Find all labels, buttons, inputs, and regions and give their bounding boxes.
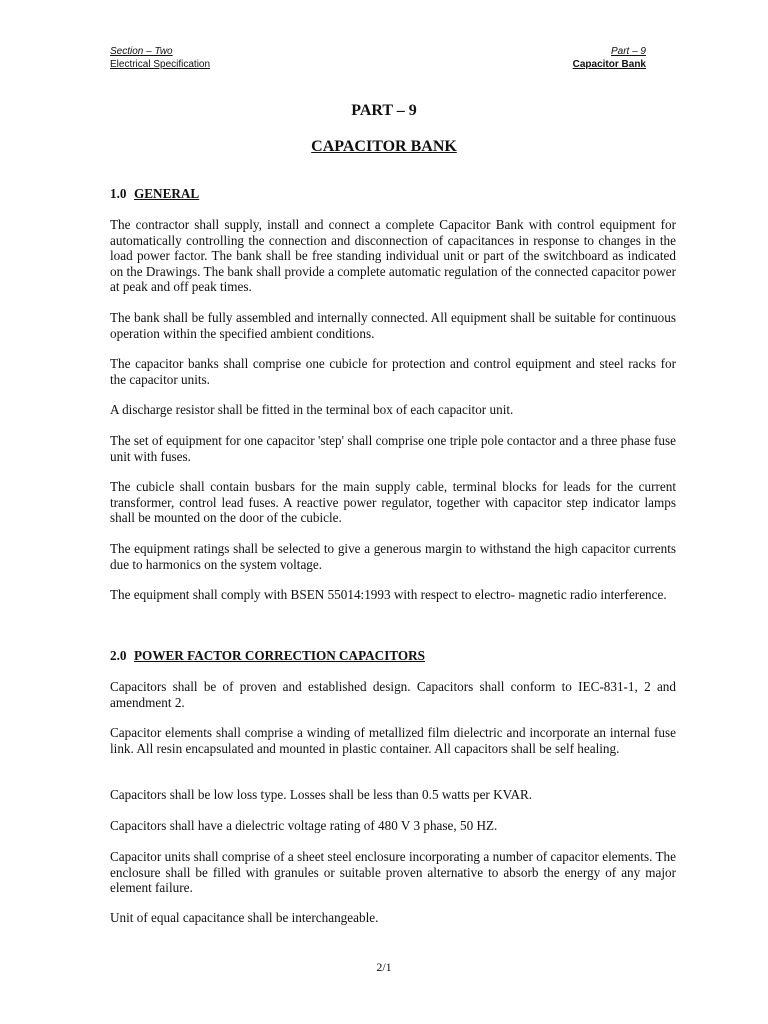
paragraph xyxy=(110,725,676,756)
paragraph xyxy=(110,541,676,572)
paragraph-text: Capacitor units shall comprise of a sheet steel enclosure incorporating a number of capacitor elements. The enclosure shall be filled with granules or suitable proven alternative to absorb the energy of any major element failure. xyxy=(110,849,676,896)
paragraph xyxy=(110,402,676,418)
paragraph-text: The contractor shall supply, install and connect a complete Capacitor Bank with control equipment for automatically controlling the connection and disconnection of capacitances in response to changes in the load power factor. The bank shall be free standing individual unit or part of the switchboard as indicated on the Drawings. The bank shall provide a complete automatic regulation of the connected capacitor power at peak and off peak times. xyxy=(110,217,676,295)
paragraph-text: Capacitor elements shall comprise a winding of metallized film dielectric and incorporate an internal fuse link. All resin encapsulated and mounted in plastic container. All capacitors shall be self healing. xyxy=(110,725,676,756)
paragraph-text: Unit of equal capacitance shall be interchangeable. xyxy=(110,910,379,925)
paragraph xyxy=(110,787,676,803)
paragraph xyxy=(110,818,676,834)
paragraph-text: The equipment shall comply with BSEN 55014:1993 with respect to electro- magnetic radio interference. xyxy=(110,587,667,602)
page-header-right xyxy=(573,45,646,71)
section-number: 1.0 xyxy=(110,186,127,201)
header-section-label: Section – Two xyxy=(110,46,173,57)
paragraph xyxy=(110,910,676,926)
section-general xyxy=(110,186,676,202)
paragraph xyxy=(110,587,676,603)
section-heading-text: GENERAL xyxy=(134,186,200,201)
paragraph-text: The capacitor banks shall comprise one cubicle for protection and control equipment and steel racks for the capacitor units. xyxy=(110,356,676,387)
page-header-left xyxy=(110,45,210,71)
paragraph-text: Capacitors shall be low loss type. Losses shall be less than 0.5 watts per KVAR. xyxy=(110,787,533,802)
paragraph-text: The set of equipment for one capacitor 'step' shall comprise one triple pole contactor and a three phase fuse unit with fuses. xyxy=(110,433,676,464)
section-heading-text: POWER FACTOR CORRECTION CAPACITORS xyxy=(134,648,426,663)
section-heading xyxy=(110,648,676,664)
paragraph xyxy=(110,356,676,387)
paragraph-text: The bank shall be fully assembled and internally connected. All equipment shall be suitable for continuous operation within the specified ambient conditions. xyxy=(110,310,676,341)
page-number: 2/1 xyxy=(376,960,392,974)
section-heading xyxy=(110,186,676,202)
section-power-factor-capacitors xyxy=(110,648,676,664)
paragraph-text: The equipment ratings shall be selected to give a generous margin to withstand the high capacitor currents due to harmonics on the system voltage. xyxy=(110,541,676,572)
paragraph xyxy=(110,217,676,295)
paragraph xyxy=(110,849,676,896)
paragraph xyxy=(110,679,676,710)
header-topic-label: Capacitor Bank xyxy=(572,59,646,70)
paragraph-text: Capacitors shall have a dielectric voltage rating of 480 V 3 phase, 50 HZ. xyxy=(110,818,498,833)
paragraph xyxy=(110,479,676,526)
header-spec-label: Electrical Specification xyxy=(110,59,211,70)
paragraph-text: The cubicle shall contain busbars for the main supply cable, terminal blocks for leads for the current transformer, control lead fuses. A reactive power regulator, together with capacitor step indicator lamps shall be mounted on the door of the cubicle. xyxy=(110,479,676,526)
paragraph xyxy=(110,433,676,464)
paragraph-text: A discharge resistor shall be fitted in the terminal box of each capacitor unit. xyxy=(110,402,514,417)
part-title: PART – 9 xyxy=(351,102,417,119)
header-part-label: Part – 9 xyxy=(610,46,646,57)
section-number: 2.0 xyxy=(110,648,127,663)
document-title: CAPACITOR BANK xyxy=(311,138,457,155)
paragraph xyxy=(110,310,676,341)
paragraph-text: Capacitors shall be of proven and established design. Capacitors shall conform to IEC-831-1, 2 and amendment 2. xyxy=(110,679,676,710)
